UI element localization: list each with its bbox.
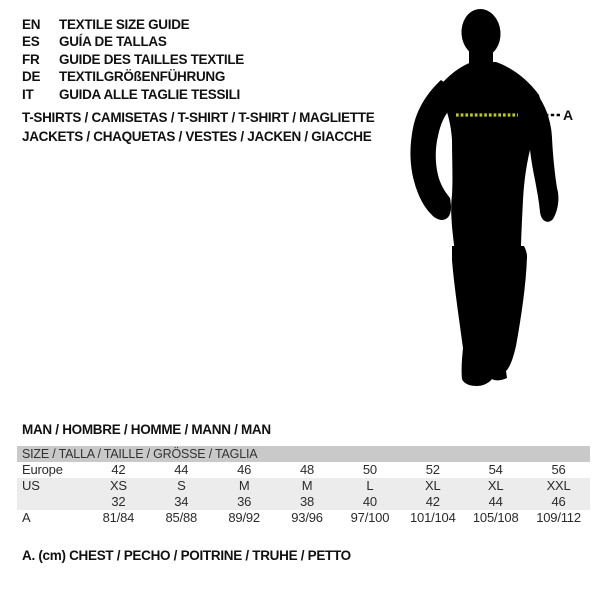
row-label-us: US: [22, 478, 40, 493]
category-list: [22, 109, 374, 146]
size-cell: XXL: [546, 478, 571, 493]
size-cell: 44: [488, 494, 503, 509]
row-label-a: A: [22, 510, 31, 525]
language-label: TEXTILE SIZE GUIDE: [59, 17, 190, 32]
table-row-europe: [17, 462, 590, 478]
language-label: GUIDE DES TAILLES TEXTILE: [59, 51, 245, 67]
size-cell: 105/108: [472, 510, 519, 525]
size-cell: 85/88: [165, 510, 198, 525]
size-cell: 36: [237, 494, 252, 509]
size-cell: 97/100: [350, 510, 390, 525]
language-label: TEXTILGRÖßENFÜHRUNG: [59, 69, 226, 85]
size-cell: 93/96: [291, 510, 323, 525]
size-cell: M: [238, 478, 250, 493]
size-cell: M: [301, 478, 313, 493]
language-list: [22, 16, 244, 103]
size-cell: 101/104: [410, 510, 456, 525]
language-label: GUÍA DE TALLAS: [59, 34, 167, 50]
silhouette-legs: [452, 246, 527, 386]
language-code: EN: [22, 17, 41, 32]
size-cell: 44: [174, 462, 189, 477]
language-row-fr: [22, 51, 244, 68]
table-row-chest-a: [17, 510, 590, 526]
language-code: DE: [22, 69, 41, 85]
size-cell: S: [177, 478, 186, 493]
size-cell: XL: [487, 478, 504, 493]
language-row-en: [22, 16, 244, 33]
measure-label-a: A: [563, 107, 573, 123]
language-code: ES: [22, 34, 40, 50]
size-cell: 42: [425, 494, 440, 509]
language-code: FR: [22, 51, 40, 67]
language-label: GUIDA ALLE TAGLIE TESSILI: [59, 86, 240, 102]
size-cell: XL: [425, 478, 441, 493]
size-cell: 109/112: [536, 510, 581, 525]
size-cell: 34: [174, 494, 189, 509]
size-cell: 46: [237, 462, 252, 477]
size-cell: 52: [425, 462, 440, 477]
size-cell: L: [366, 478, 374, 493]
man-silhouette-figure: [405, 2, 600, 404]
category-line-tshirts: T-SHIRTS / CAMISETAS / T-SHIRT / T-SHIRT / MAGLIETTE: [22, 110, 375, 125]
size-cell: 81/84: [102, 510, 135, 525]
size-table-header: SIZE / TALLA / TAILLE / GRÖSSE / TAGLIA: [17, 446, 590, 462]
row-label-empty: [17, 494, 87, 510]
category-line-jackets: JACKETS / CHAQUETAS / VESTES / JACKEN / GIACCHE: [22, 128, 372, 144]
section-title-man: MAN / HOMBRE / HOMME / MANN / MAN: [22, 422, 271, 437]
measurement-footnote: A. (cm) CHEST / PECHO / POITRINE / TRUHE / PETTO: [22, 548, 351, 563]
language-code: IT: [22, 86, 34, 102]
size-cell: 89/92: [228, 510, 260, 525]
size-cell: XS: [109, 478, 127, 493]
size-table: [17, 446, 590, 526]
row-label-europe: Europe: [22, 462, 63, 477]
size-cell: 38: [300, 494, 315, 509]
size-cell: 56: [551, 462, 566, 477]
size-cell: 50: [362, 462, 377, 477]
size-cell: 48: [300, 462, 315, 477]
silhouette-right-arm: [528, 90, 558, 222]
silhouette-left-arm: [410, 80, 451, 220]
man-silhouette: [405, 2, 600, 404]
size-cell: 54: [488, 462, 503, 477]
table-row-us-numeric: [17, 494, 590, 510]
language-row-it: [22, 86, 244, 103]
language-row-de: [22, 68, 244, 85]
size-cell: 40: [362, 494, 377, 509]
table-row-us: [17, 478, 590, 494]
size-cell: 32: [111, 494, 126, 509]
size-cell: 46: [551, 494, 566, 509]
language-row-es: [22, 33, 244, 50]
size-cell: 42: [111, 462, 126, 477]
